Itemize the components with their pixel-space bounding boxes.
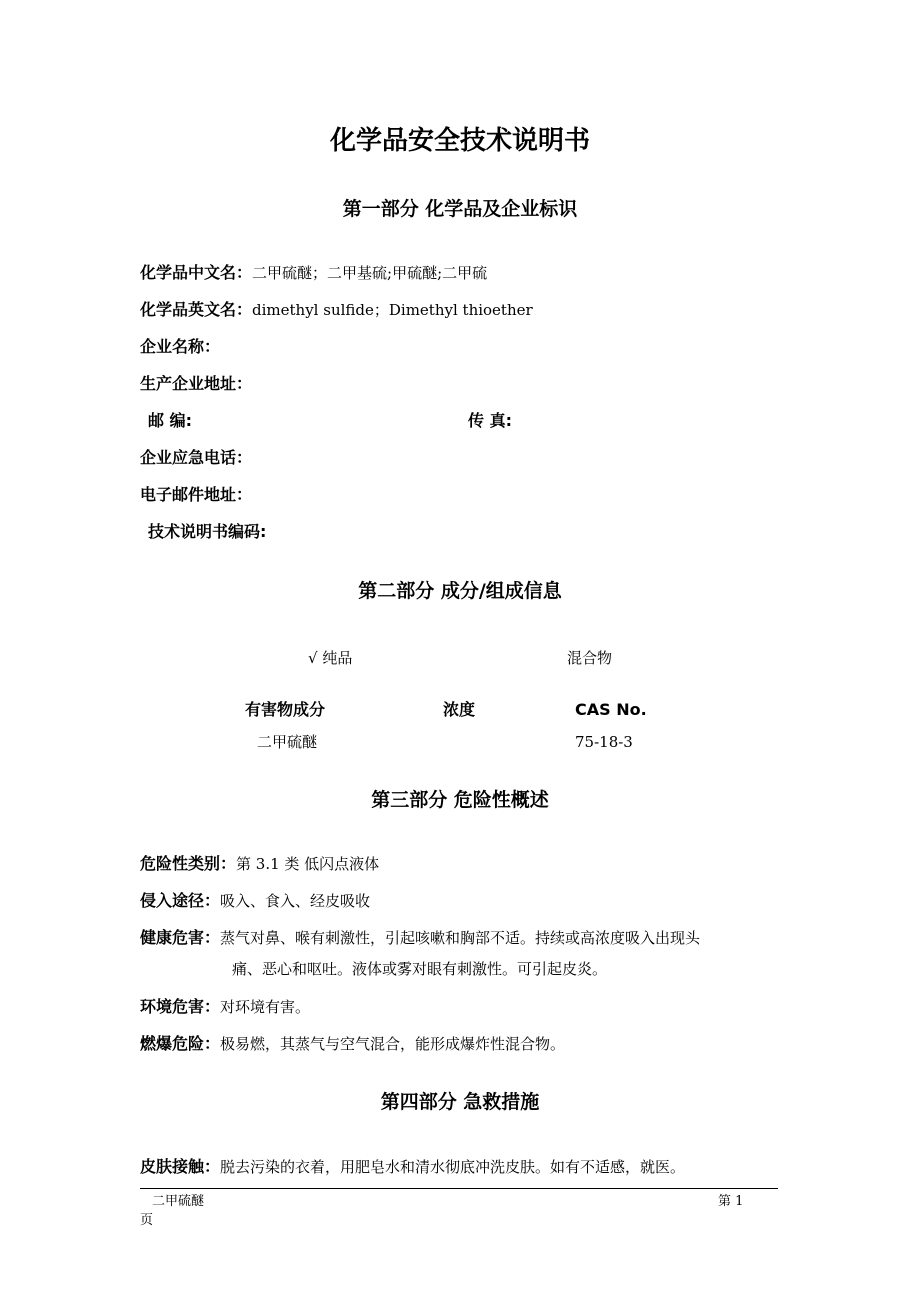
section1-heading: 第一部分 化学品及企业标识 xyxy=(342,198,578,220)
email-label: 电子邮件地址： xyxy=(140,485,253,504)
en-name-label: 化学品英文名： xyxy=(140,300,253,319)
fire-row xyxy=(140,1031,565,1054)
table-row-component: 二甲硫醚 xyxy=(257,733,318,751)
route-label: 侵入途径： xyxy=(140,891,221,910)
section2-heading: 第二部分 成分/组成信息 xyxy=(358,580,562,602)
col-component-header: 有害物成分 xyxy=(245,700,326,719)
env-label: 环境危害： xyxy=(140,997,221,1016)
cn-name-row xyxy=(140,260,487,283)
en-name-value: dimethyl sulfide；Dimethyl thioether xyxy=(252,301,533,319)
col-cas-header: CAS No. xyxy=(575,700,647,719)
env-row xyxy=(140,994,310,1017)
skin-value: 脱去污染的衣着，用肥皂水和清水彻底冲洗皮肤。如有不适感，就医。 xyxy=(220,1158,686,1176)
pure-option: √ 纯品 xyxy=(308,649,353,667)
section4-heading: 第四部分 急救措施 xyxy=(380,1091,540,1113)
footer-left-text: 二甲硫醚 xyxy=(152,1194,205,1209)
doc-code-label: 技术说明书编码: xyxy=(148,522,267,541)
health-row xyxy=(140,925,700,948)
document-title: 化学品安全技术说明书 xyxy=(329,126,590,156)
fire-label: 燃爆危险： xyxy=(140,1034,221,1053)
footer-divider xyxy=(140,1188,778,1189)
route-value: 吸入、食入、经皮吸收 xyxy=(220,892,371,910)
hazard-class-label: 危险性类别： xyxy=(140,854,237,873)
route-row xyxy=(140,888,370,911)
fire-value: 极易燃，其蒸气与空气混合，能形成爆炸性混合物。 xyxy=(220,1035,566,1053)
col-concentration-header: 浓度 xyxy=(443,700,476,719)
skin-label: 皮肤接触： xyxy=(140,1157,221,1176)
section3-heading: 第三部分 危险性概述 xyxy=(371,789,549,811)
footer-page-number: 第 1 xyxy=(718,1194,744,1209)
hazard-class-value: 第 3.1 类 低闪点液体 xyxy=(236,855,380,873)
fax-label: 传 真: xyxy=(468,411,512,430)
health-label: 健康危害： xyxy=(140,928,221,947)
table-row-cas: 75-18-3 xyxy=(575,733,633,751)
health-value-line2: 痛、恶心和呕吐。液体或雾对眼有刺激性。可引起皮炎。 xyxy=(232,960,608,978)
health-value-line1: 蒸气对鼻、喉有刺激性，引起咳嗽和胸部不适。持续或高浓度吸入出现头 xyxy=(220,929,701,947)
hazard-class-row xyxy=(140,851,379,874)
footer-page-unit: 页 xyxy=(140,1213,154,1228)
skin-row xyxy=(140,1154,685,1177)
postcode-label: 邮 编: xyxy=(148,411,192,430)
company-name-label: 企业名称： xyxy=(140,337,221,356)
env-value: 对环境有害。 xyxy=(220,998,311,1016)
emergency-phone-label: 企业应急电话： xyxy=(140,448,253,467)
company-address-label: 生产企业地址： xyxy=(140,374,253,393)
en-name-row xyxy=(140,297,533,320)
cn-name-value: 二甲硫醚；二甲基硫;甲硫醚;二甲硫 xyxy=(252,264,488,282)
cn-name-label: 化学品中文名： xyxy=(140,263,253,282)
mixture-option: 混合物 xyxy=(567,649,613,667)
